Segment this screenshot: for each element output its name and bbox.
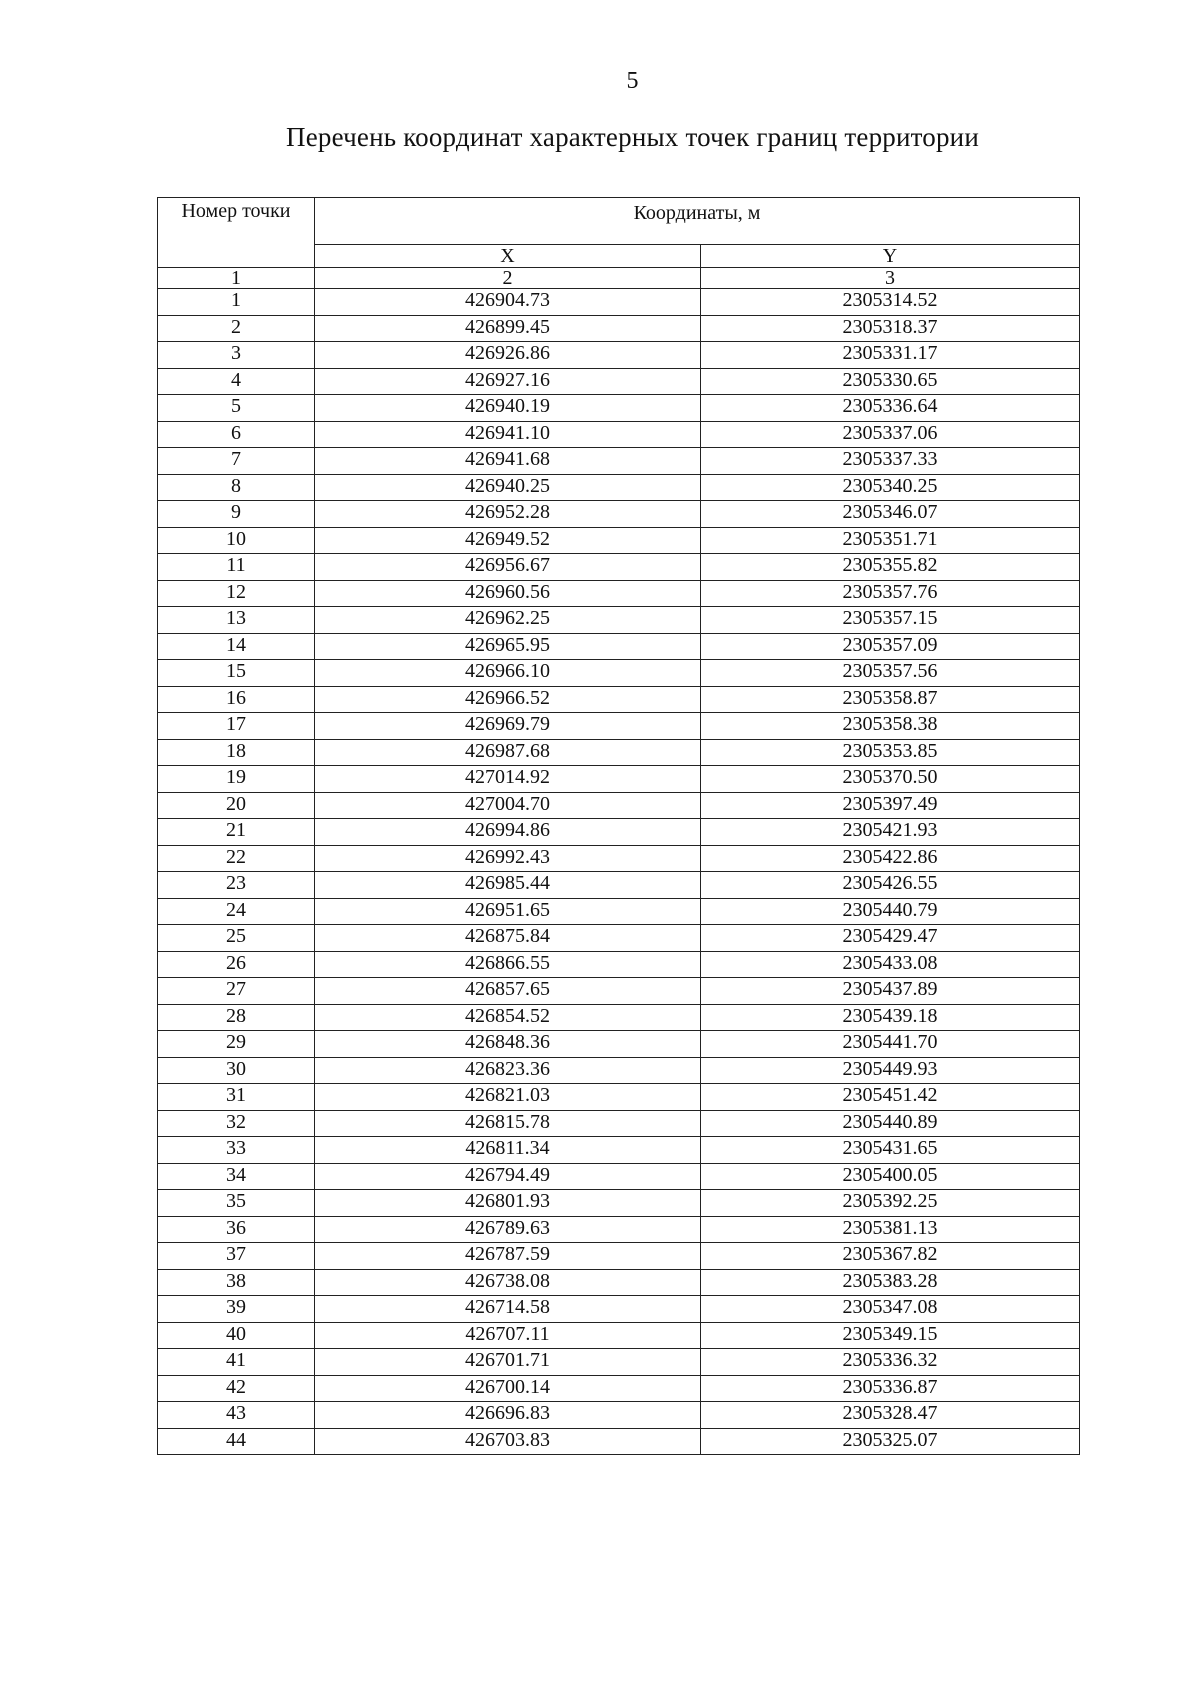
- table-row: [158, 925, 1080, 952]
- y-coordinate-cell: 2305440.89: [701, 1110, 1080, 1137]
- y-coordinate-cell: 2305449.93: [701, 1057, 1080, 1084]
- x-coordinate-cell: 426857.65: [315, 978, 701, 1005]
- y-coordinate-cell: 2305400.05: [701, 1163, 1080, 1190]
- table-row: [158, 607, 1080, 634]
- table-row: [158, 289, 1080, 316]
- point-number-cell: 11: [158, 554, 315, 581]
- y-coordinate-cell: 2305367.82: [701, 1243, 1080, 1270]
- y-coordinate-cell: 2305337.06: [701, 421, 1080, 448]
- y-coordinate-cell: 2305397.49: [701, 792, 1080, 819]
- x-coordinate-cell: 426701.71: [315, 1349, 701, 1376]
- header-coordinates: Координаты, м: [315, 198, 1080, 245]
- x-coordinate-cell: 426899.45: [315, 315, 701, 342]
- table-row: [158, 448, 1080, 475]
- x-coordinate-cell: 426738.08: [315, 1269, 701, 1296]
- y-coordinate-cell: 2305358.38: [701, 713, 1080, 740]
- point-number-cell: 14: [158, 633, 315, 660]
- point-number-cell: 40: [158, 1322, 315, 1349]
- point-number-cell: 37: [158, 1243, 315, 1270]
- point-number-cell: 1: [158, 289, 315, 316]
- y-coordinate-cell: 2305383.28: [701, 1269, 1080, 1296]
- table-row: [158, 819, 1080, 846]
- x-coordinate-cell: 426949.52: [315, 527, 701, 554]
- point-number-cell: 16: [158, 686, 315, 713]
- x-coordinate-cell: 426926.86: [315, 342, 701, 369]
- table-row: [158, 580, 1080, 607]
- x-coordinate-cell: 426700.14: [315, 1375, 701, 1402]
- y-coordinate-cell: 2305370.50: [701, 766, 1080, 793]
- y-coordinate-cell: 2305346.07: [701, 501, 1080, 528]
- table-row: [158, 1375, 1080, 1402]
- x-coordinate-cell: 426962.25: [315, 607, 701, 634]
- point-number-cell: 18: [158, 739, 315, 766]
- x-coordinate-cell: 426987.68: [315, 739, 701, 766]
- y-coordinate-cell: 2305357.76: [701, 580, 1080, 607]
- y-coordinate-cell: 2305353.85: [701, 739, 1080, 766]
- y-coordinate-cell: 2305318.37: [701, 315, 1080, 342]
- point-number-cell: 10: [158, 527, 315, 554]
- point-number-cell: 35: [158, 1190, 315, 1217]
- point-number-cell: 39: [158, 1296, 315, 1323]
- y-coordinate-cell: 2305336.32: [701, 1349, 1080, 1376]
- y-coordinate-cell: 2305433.08: [701, 951, 1080, 978]
- point-number-cell: 41: [158, 1349, 315, 1376]
- table-row: [158, 1137, 1080, 1164]
- point-number-cell: 44: [158, 1428, 315, 1455]
- x-coordinate-cell: 426940.19: [315, 395, 701, 422]
- y-coordinate-cell: 2305336.87: [701, 1375, 1080, 1402]
- table-row: [158, 527, 1080, 554]
- y-coordinate-cell: 2305426.55: [701, 872, 1080, 899]
- point-number-cell: 33: [158, 1137, 315, 1164]
- table-row: [158, 395, 1080, 422]
- x-coordinate-cell: 426941.10: [315, 421, 701, 448]
- x-coordinate-cell: 427014.92: [315, 766, 701, 793]
- table-row: [158, 1349, 1080, 1376]
- table-row: [158, 1402, 1080, 1429]
- point-number-cell: 12: [158, 580, 315, 607]
- table-row: [158, 1269, 1080, 1296]
- point-number-cell: 32: [158, 1110, 315, 1137]
- point-number-cell: 21: [158, 819, 315, 846]
- y-coordinate-cell: 2305357.09: [701, 633, 1080, 660]
- table-row: [158, 1084, 1080, 1111]
- x-coordinate-cell: 426904.73: [315, 289, 701, 316]
- point-number-cell: 30: [158, 1057, 315, 1084]
- y-coordinate-cell: 2305328.47: [701, 1402, 1080, 1429]
- header-row: [158, 198, 1080, 245]
- table-row: [158, 951, 1080, 978]
- y-coordinate-cell: 2305392.25: [701, 1190, 1080, 1217]
- y-coordinate-cell: 2305355.82: [701, 554, 1080, 581]
- point-number-cell: 7: [158, 448, 315, 475]
- point-number-cell: 34: [158, 1163, 315, 1190]
- point-number-cell: 2: [158, 315, 315, 342]
- table-row: [158, 1031, 1080, 1058]
- column-number-2: 2: [315, 268, 701, 289]
- y-coordinate-cell: 2305357.15: [701, 607, 1080, 634]
- y-coordinate-cell: 2305451.42: [701, 1084, 1080, 1111]
- point-number-cell: 13: [158, 607, 315, 634]
- point-number-cell: 19: [158, 766, 315, 793]
- table-row: [158, 315, 1080, 342]
- x-coordinate-cell: 426789.63: [315, 1216, 701, 1243]
- point-number-cell: 23: [158, 872, 315, 899]
- x-coordinate-cell: 426969.79: [315, 713, 701, 740]
- x-coordinate-cell: 426875.84: [315, 925, 701, 952]
- x-coordinate-cell: 426952.28: [315, 501, 701, 528]
- table-row: [158, 501, 1080, 528]
- y-coordinate-cell: 2305325.07: [701, 1428, 1080, 1455]
- point-number-cell: 17: [158, 713, 315, 740]
- point-number-cell: 43: [158, 1402, 315, 1429]
- x-coordinate-cell: 426696.83: [315, 1402, 701, 1429]
- header-point-number: Номер точки: [158, 198, 315, 268]
- coordinates-table: [157, 197, 1080, 1455]
- table-row: [158, 978, 1080, 1005]
- x-coordinate-cell: 426966.52: [315, 686, 701, 713]
- table-row: [158, 1243, 1080, 1270]
- table-row: [158, 1428, 1080, 1455]
- point-number-cell: 38: [158, 1269, 315, 1296]
- x-coordinate-cell: 426985.44: [315, 872, 701, 899]
- x-coordinate-cell: 426714.58: [315, 1296, 701, 1323]
- x-coordinate-cell: 426801.93: [315, 1190, 701, 1217]
- x-coordinate-cell: 427004.70: [315, 792, 701, 819]
- x-coordinate-cell: 426854.52: [315, 1004, 701, 1031]
- point-number-cell: 25: [158, 925, 315, 952]
- x-coordinate-cell: 426866.55: [315, 951, 701, 978]
- table-row: [158, 1296, 1080, 1323]
- x-coordinate-cell: 426956.67: [315, 554, 701, 581]
- point-number-cell: 28: [158, 1004, 315, 1031]
- table-row: [158, 766, 1080, 793]
- table-row: [158, 1190, 1080, 1217]
- y-coordinate-cell: 2305422.86: [701, 845, 1080, 872]
- table-row: [158, 633, 1080, 660]
- x-coordinate-cell: 426821.03: [315, 1084, 701, 1111]
- x-coordinate-cell: 426927.16: [315, 368, 701, 395]
- x-coordinate-cell: 426966.10: [315, 660, 701, 687]
- y-coordinate-cell: 2305421.93: [701, 819, 1080, 846]
- table-row: [158, 421, 1080, 448]
- table-row: [158, 1004, 1080, 1031]
- x-coordinate-cell: 426965.95: [315, 633, 701, 660]
- x-coordinate-cell: 426940.25: [315, 474, 701, 501]
- y-coordinate-cell: 2305431.65: [701, 1137, 1080, 1164]
- x-coordinate-cell: 426707.11: [315, 1322, 701, 1349]
- column-number-3: 3: [701, 268, 1080, 289]
- table-row: [158, 1110, 1080, 1137]
- x-coordinate-cell: 426848.36: [315, 1031, 701, 1058]
- header-y: Y: [701, 245, 1080, 268]
- point-number-cell: 9: [158, 501, 315, 528]
- table-row: [158, 474, 1080, 501]
- table-row: [158, 1057, 1080, 1084]
- x-coordinate-cell: 426787.59: [315, 1243, 701, 1270]
- table-row: [158, 872, 1080, 899]
- y-coordinate-cell: 2305336.64: [701, 395, 1080, 422]
- y-coordinate-cell: 2305440.79: [701, 898, 1080, 925]
- y-coordinate-cell: 2305349.15: [701, 1322, 1080, 1349]
- y-coordinate-cell: 2305381.13: [701, 1216, 1080, 1243]
- column-number-1: 1: [158, 268, 315, 289]
- x-coordinate-cell: 426815.78: [315, 1110, 701, 1137]
- table-row: [158, 1216, 1080, 1243]
- y-coordinate-cell: 2305330.65: [701, 368, 1080, 395]
- point-number-cell: 42: [158, 1375, 315, 1402]
- column-number-row: [158, 268, 1080, 289]
- x-coordinate-cell: 426951.65: [315, 898, 701, 925]
- point-number-cell: 31: [158, 1084, 315, 1111]
- point-number-cell: 5: [158, 395, 315, 422]
- table-row: [158, 845, 1080, 872]
- table-row: [158, 1163, 1080, 1190]
- x-coordinate-cell: 426992.43: [315, 845, 701, 872]
- y-coordinate-cell: 2305439.18: [701, 1004, 1080, 1031]
- point-number-cell: 26: [158, 951, 315, 978]
- y-coordinate-cell: 2305429.47: [701, 925, 1080, 952]
- table-row: [158, 342, 1080, 369]
- y-coordinate-cell: 2305437.89: [701, 978, 1080, 1005]
- point-number-cell: 8: [158, 474, 315, 501]
- table-row: [158, 660, 1080, 687]
- y-coordinate-cell: 2305347.08: [701, 1296, 1080, 1323]
- x-coordinate-cell: 426811.34: [315, 1137, 701, 1164]
- y-coordinate-cell: 2305358.87: [701, 686, 1080, 713]
- x-coordinate-cell: 426960.56: [315, 580, 701, 607]
- point-number-cell: 29: [158, 1031, 315, 1058]
- point-number-cell: 6: [158, 421, 315, 448]
- y-coordinate-cell: 2305331.17: [701, 342, 1080, 369]
- point-number-cell: 24: [158, 898, 315, 925]
- y-coordinate-cell: 2305314.52: [701, 289, 1080, 316]
- y-coordinate-cell: 2305351.71: [701, 527, 1080, 554]
- y-coordinate-cell: 2305441.70: [701, 1031, 1080, 1058]
- document-title: Перечень координат характерных точек границ территории: [286, 122, 979, 152]
- table-row: [158, 739, 1080, 766]
- point-number-cell: 20: [158, 792, 315, 819]
- page-number: 5: [626, 68, 639, 94]
- table-row: [158, 898, 1080, 925]
- point-number-cell: 27: [158, 978, 315, 1005]
- x-coordinate-cell: 426941.68: [315, 448, 701, 475]
- table-row: [158, 792, 1080, 819]
- x-coordinate-cell: 426703.83: [315, 1428, 701, 1455]
- point-number-cell: 3: [158, 342, 315, 369]
- table-row: [158, 1322, 1080, 1349]
- point-number-cell: 22: [158, 845, 315, 872]
- x-coordinate-cell: 426794.49: [315, 1163, 701, 1190]
- x-coordinate-cell: 426823.36: [315, 1057, 701, 1084]
- table-row: [158, 368, 1080, 395]
- table-row: [158, 554, 1080, 581]
- y-coordinate-cell: 2305337.33: [701, 448, 1080, 475]
- table-row: [158, 713, 1080, 740]
- y-coordinate-cell: 2305357.56: [701, 660, 1080, 687]
- point-number-cell: 36: [158, 1216, 315, 1243]
- point-number-cell: 15: [158, 660, 315, 687]
- y-coordinate-cell: 2305340.25: [701, 474, 1080, 501]
- x-coordinate-cell: 426994.86: [315, 819, 701, 846]
- point-number-cell: 4: [158, 368, 315, 395]
- header-x: X: [315, 245, 701, 268]
- table-row: [158, 686, 1080, 713]
